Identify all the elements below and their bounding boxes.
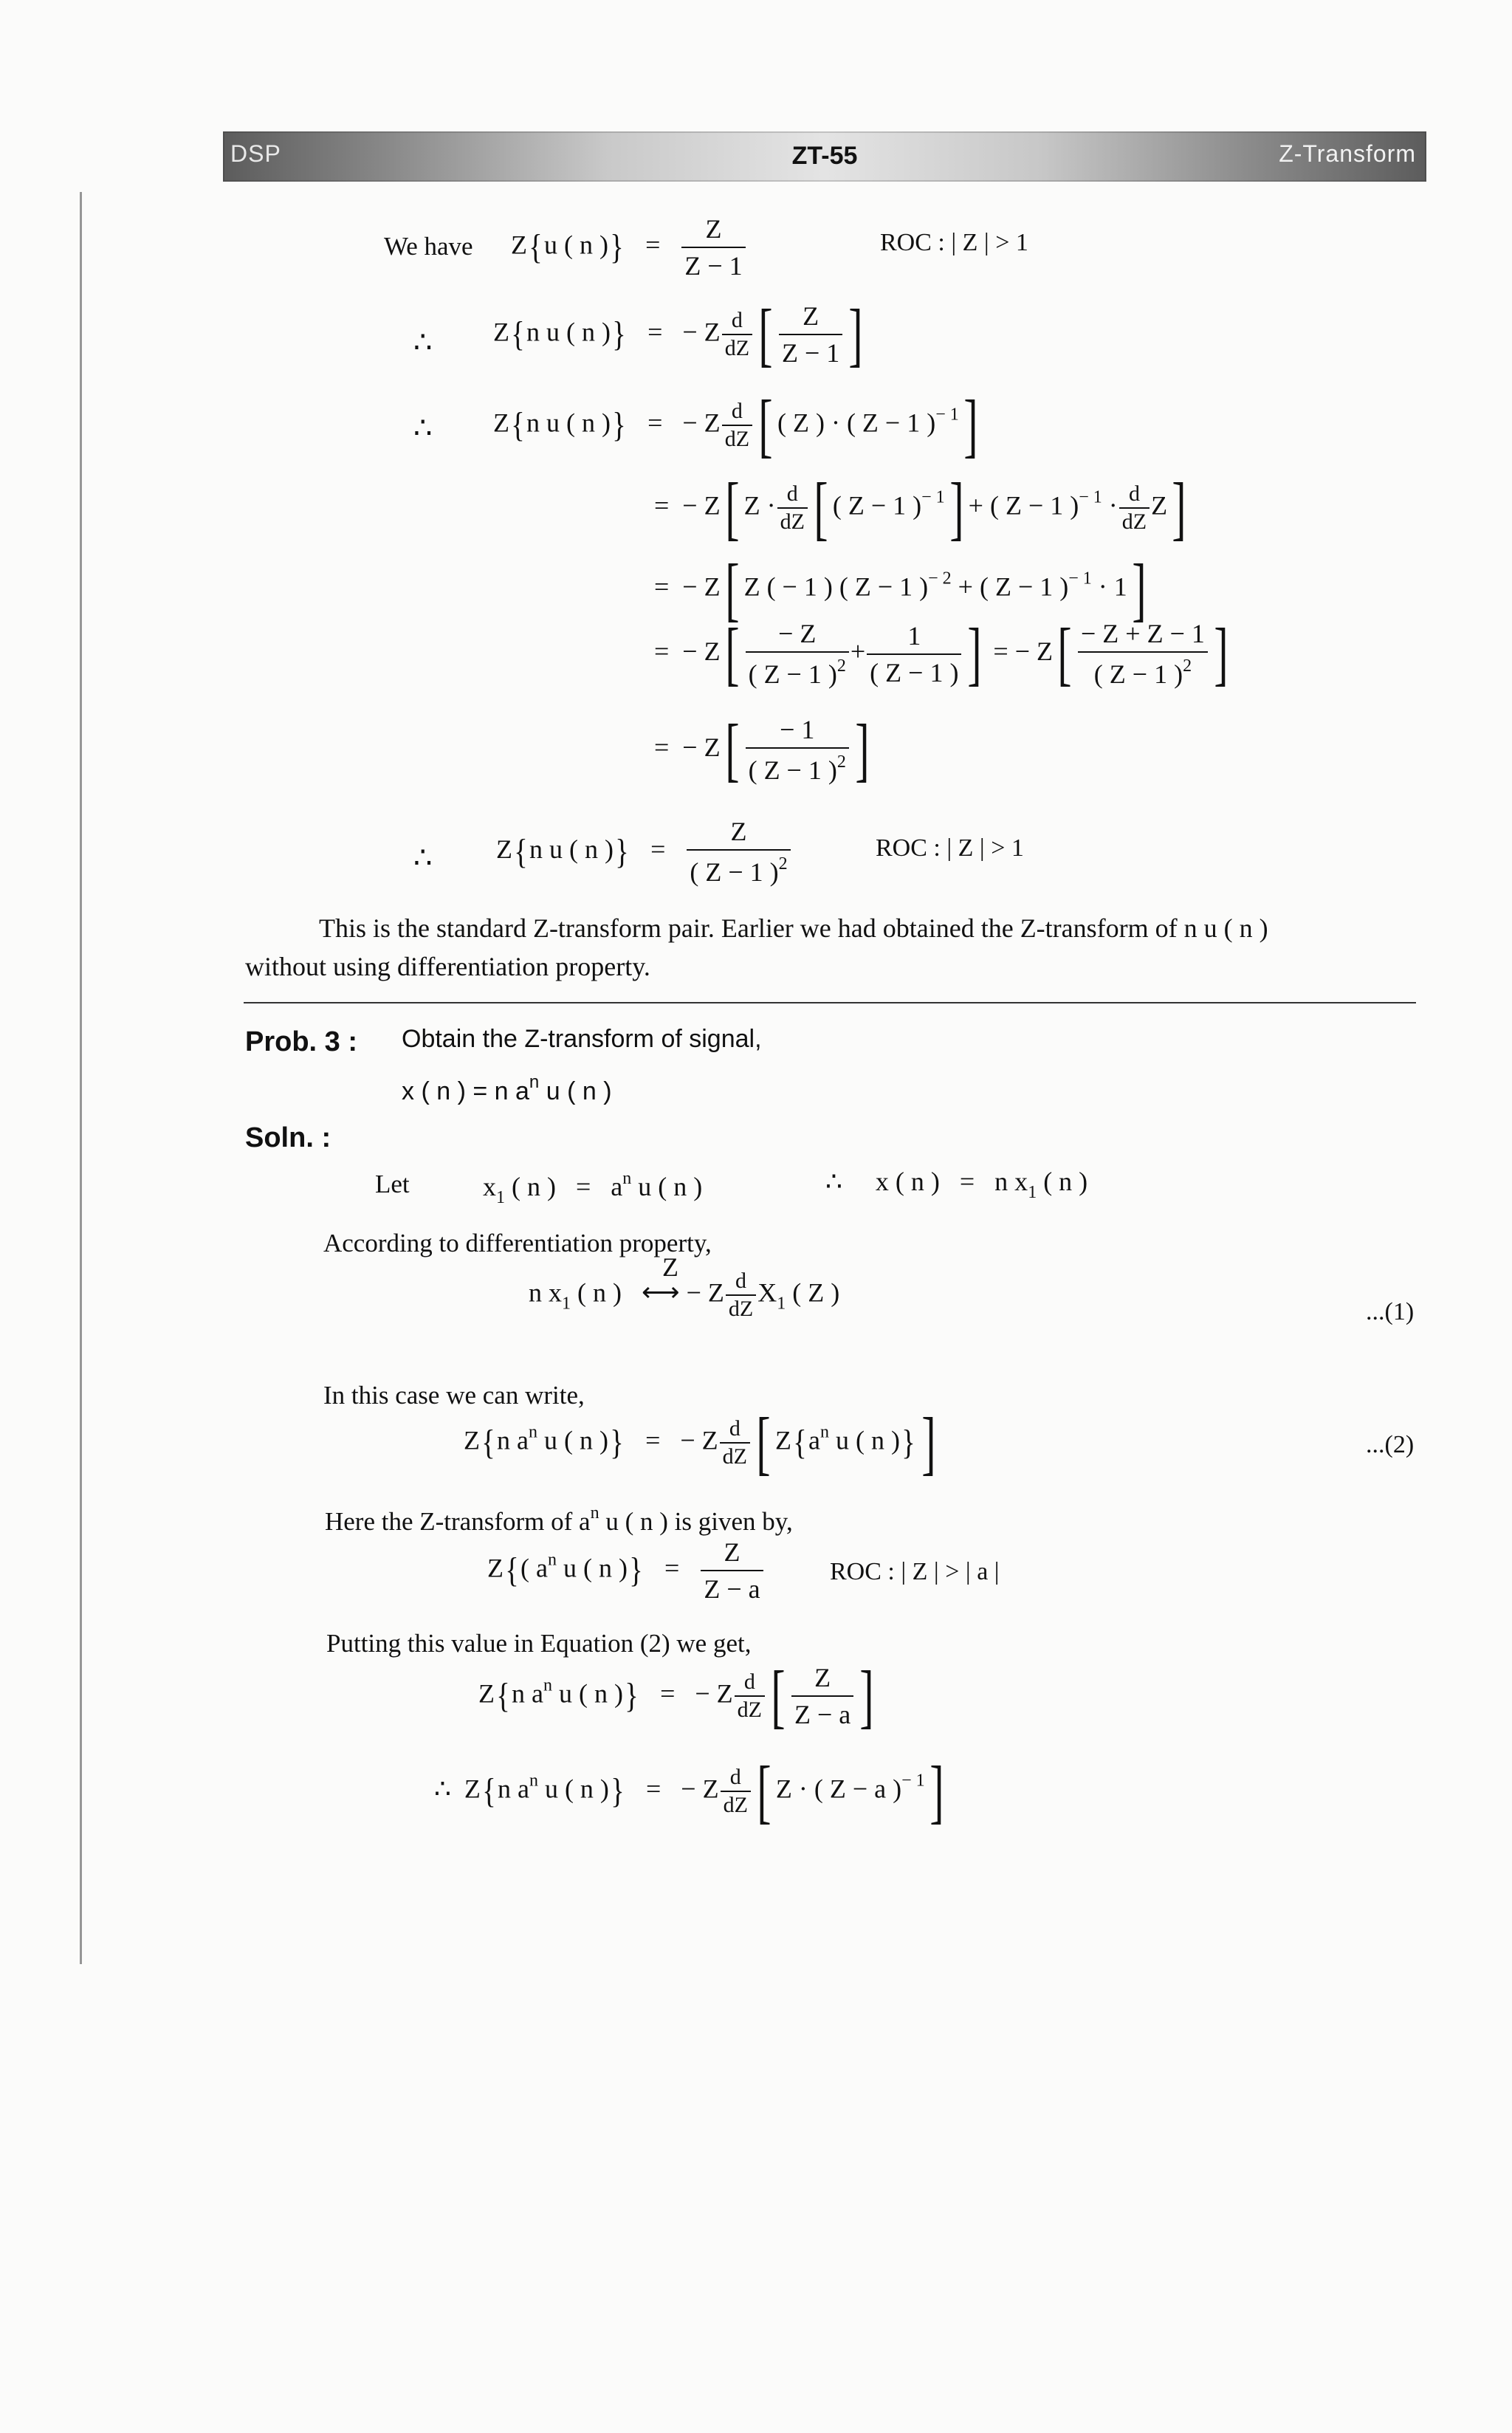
problem-signal-sup: n — [529, 1072, 540, 1092]
roc-1: ROC : | Z | > 1 — [880, 229, 1028, 256]
section-divider — [244, 1002, 1416, 1003]
equation-2: Z{n $a^n$ u ( n )} = − Z $\frac{d}{dZ}$ [ $Z\{a^n$ u ( n )}] — [464, 1403, 936, 1482]
left-margin-mark — [80, 192, 85, 1964]
equation-put-1: Z{n $a^n$ u ( n )} = − Z $\frac{d}{dZ}$ [ $\frac{Z}{Z - a}$ ] — [478, 1655, 874, 1735]
problem-label: Prob. 3 : — [245, 1026, 358, 1057]
equation-znu-2: Z{n u ( n )} = − Z $\frac{d}{dZ}$ [ ( Z ) · ( Z − 1 )$^{- 1}$] — [493, 385, 978, 464]
header-left-text: DSP — [230, 140, 281, 167]
equation-step-7: = − Z[ $\frac{- 1}{( Z - 1 )^2}$ ] — [654, 710, 870, 789]
here-text-main: Here the Z-transform of a — [325, 1507, 591, 1536]
let-word: Let — [375, 1170, 410, 1198]
here-text-sup: n — [590, 1503, 599, 1523]
problem-statement: Obtain the Z-transform of signal, — [402, 1025, 762, 1053]
putting-text: Putting this value in Equation (2) we get, — [326, 1629, 752, 1658]
equation-step-5: = − Z[ Z ( − 1 ) ( Z − 1 )$^{- 2}$ + ( Z − 1 )$^{- 1}$ · 1] — [654, 549, 1147, 628]
problem-signal — [402, 1072, 612, 1106]
equation-step-6: = − Z[ $\frac{- Z}{( Z - 1 )^2}$ + $\frac{1}{( Z - 1 )}$ ] = − Z[ $\frac{- Z + Z - 1}{( Z - 1 )^2}$ ] — [654, 614, 1228, 693]
paragraph-line-1: This is the standard Z-transform pair. Earlier we had obtained the Z-transform of n u ( n ) — [319, 913, 1268, 943]
equation-let: $x_1$ ( n ) = $a^n$ u ( n ) — [483, 1169, 703, 1207]
therefore-symbol: ∴ — [413, 841, 433, 874]
equation-znu-1: Z{n u ( n )} = − Z $\frac{d}{dZ}$ [ $\frac{Z}{Z - 1}$ ] — [493, 294, 863, 374]
in-this-case-text: In this case we can write, — [323, 1381, 585, 1410]
equation-number-1: ...(1) — [1366, 1298, 1415, 1325]
roc-2: ROC : | Z | > 1 — [876, 834, 1024, 862]
page-number: ZT-55 — [791, 142, 858, 170]
solution-label: Soln. : — [245, 1122, 331, 1153]
equation-zu: Z{u ( n )} = $\frac{Z}{Z - 1}$ — [511, 216, 747, 279]
therefore-symbol: ∴ — [413, 326, 433, 359]
problem-signal-main: x ( n ) = n a — [402, 1077, 529, 1105]
equation-step-4: = − Z[ Z · $\frac{d}{dZ}$ [ ( Z − 1 )$^{- 1}$] + ( Z − 1 )$^{- 1}$ · $\frac{d}{dZ}$ Z] — [654, 468, 1186, 547]
equation-diff-property: n $x_1$ ( n ) Z ⟷ − Z $\frac{d}{dZ}$ $X_1$ ( Z ) — [529, 1252, 840, 1321]
equation-result: Z{n u ( n )} = $\frac{Z}{( Z - 1 )^2}$ — [496, 818, 792, 885]
here-text-tail: u ( n ) is given by, — [599, 1507, 793, 1536]
here-text — [325, 1503, 793, 1537]
problem-signal-tail: u ( n ) — [539, 1077, 612, 1105]
according-text: According to differentiation property, — [323, 1229, 712, 1257]
paragraph-line-2: without using differentiation property. — [245, 952, 650, 981]
page-header-banner — [223, 131, 1426, 182]
roc-3: ROC : | Z | > | a | — [830, 1558, 1000, 1585]
we-have-label: We have — [384, 232, 473, 261]
therefore-symbol: ∴ — [413, 411, 433, 445]
equation-zan: Z{( $a^n$ u ( n )} = $\frac{Z}{Z - a}$ — [487, 1539, 765, 1602]
equation-number-2: ...(2) — [1366, 1431, 1415, 1458]
header-right-text: Z-Transform — [1279, 140, 1416, 167]
equation-put-2: ∴ Z{n $a^n$ u ( n )} = − Z $\frac{d}{dZ}$ [ Z · ( Z − a )$^{- 1}$] — [434, 1751, 944, 1830]
equation-therefore-x: ∴ x ( n ) = n $x_1$ ( n ) — [825, 1167, 1088, 1202]
